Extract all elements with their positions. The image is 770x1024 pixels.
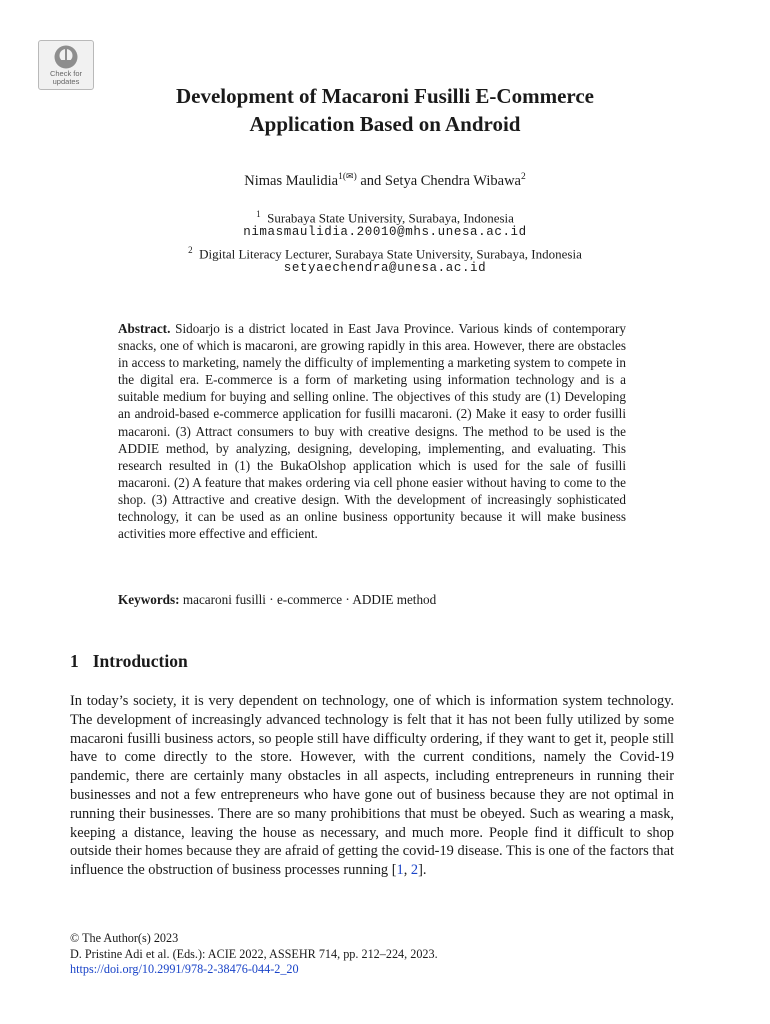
introduction-paragraph xyxy=(70,692,674,880)
citation-separator: , xyxy=(403,862,411,879)
intro-end: ]. xyxy=(418,862,427,879)
section-number: 1 xyxy=(70,651,79,671)
affiliation-2-text: Digital Literacy Lecturer, Surabaya State University, Surabaya, Indonesia xyxy=(199,246,582,262)
citation-line: D. Pristine Adi et al. (Eds.): ACIE 2022, ASSEHR 714, pp. 212–224, 2023. xyxy=(70,946,438,961)
footer xyxy=(70,931,438,978)
citation-link-1[interactable]: 1 xyxy=(396,862,404,879)
author-conjunction: and xyxy=(356,172,385,189)
title-line-2: Application Based on Android xyxy=(249,112,521,136)
keywords xyxy=(118,592,626,608)
affiliation-2-email[interactable]: setyaechendra@unesa.ac.id xyxy=(283,261,487,275)
keywords-label: Keywords: xyxy=(118,592,180,607)
section-heading xyxy=(70,651,188,672)
paper-title xyxy=(100,82,670,138)
author-1-name: Nimas Maulidia xyxy=(244,172,339,189)
copyright-line: © The Author(s) 2023 xyxy=(70,931,179,945)
affiliation-1-email[interactable]: nimasmaulidia.20010@mhs.unesa.ac.id xyxy=(243,225,527,239)
author-2-name: Setya Chendra Wibawa xyxy=(384,172,521,189)
keywords-text: macaroni fusilli · e-commerce · ADDIE method xyxy=(182,592,437,607)
badge-line1: Check for xyxy=(49,69,83,78)
affiliation-2-number: 2 xyxy=(188,245,193,255)
check-for-updates-badge[interactable] xyxy=(38,40,94,90)
author-2-marker: 2 xyxy=(520,172,526,182)
author-line xyxy=(100,172,670,190)
citation-link-2[interactable]: 2 xyxy=(410,862,419,879)
abstract-label: Abstract. xyxy=(118,321,171,336)
affiliation-1-text: Surabaya State University, Surabaya, Indonesia xyxy=(267,210,514,226)
doi-link[interactable]: https://doi.org/10.2991/978-2-38476-044-2_20 xyxy=(70,962,299,976)
affiliation-1-number: 1 xyxy=(256,209,261,219)
envelope-icon: ✉ xyxy=(346,172,354,182)
section-title: Introduction xyxy=(92,651,188,671)
author-1-marker: 1(✉) xyxy=(338,172,357,182)
title-line-1: Development of Macaroni Fusilli E-Commerce xyxy=(176,84,594,108)
intro-text: In today’s society, it is very dependent on technology, one of which is information system technology. The development of increasingly advanced technology is felt that it has not been fully utilized by some macaroni fusilli business actors, so people still have difficulty ordering, if they want to get it, people still have to come directly to the store. However, with the current conditions, namely the Covid-19 pandemic, there are certainly many obstacles in all aspects, including entrepreneurs in running their businesses and not a few entrepreneurs who have gone out of business because they are not optimal in running their businesses. There are so many prohibitions that must be obeyed. Such as wearing a mask, keeping a distance, leaving the house as necessary, and much more. People find it difficult to shop outside their homes because they are afraid of getting the covid-19 disease. This is one of the factors that influence the obstruction of business processes running [ xyxy=(70,693,674,879)
abstract xyxy=(118,320,626,542)
badge-line2: updates xyxy=(52,77,80,86)
abstract-text: Sidoarjo is a district located in East Java Province. Various kinds of contemporary snacks, one of which is macaroni, are growing rapidly in this area. However, there are obstacles in access to marketing, namely the difficulty of implementing a marketing system to compete in the digital era. E-commerce is a form of marketing using information technology and is a suitable medium for buying and selling online. The objectives of this study are (1) Developing an android-based e-commerce application for fusilli macaroni. (2) Make it easy to order fusilli macaroni. (3) Attract consumers to buy with creative designs. The method to be used is the ADDIE method, by analyzing, designing, developing, implementing, and evaluating. This research resulted in (1) the BukaOlshop application which is used for the sale of fusilli macaroni. (2) A feature that makes ordering via cell phone easier without having to come to the shop. (3) Attractive and creative design. With the development of increasingly sophisticated technology, it can be used as an online business opportunity because it will make business activities more effective and efficient. xyxy=(118,321,626,542)
check-for-updates-icon xyxy=(53,44,79,70)
